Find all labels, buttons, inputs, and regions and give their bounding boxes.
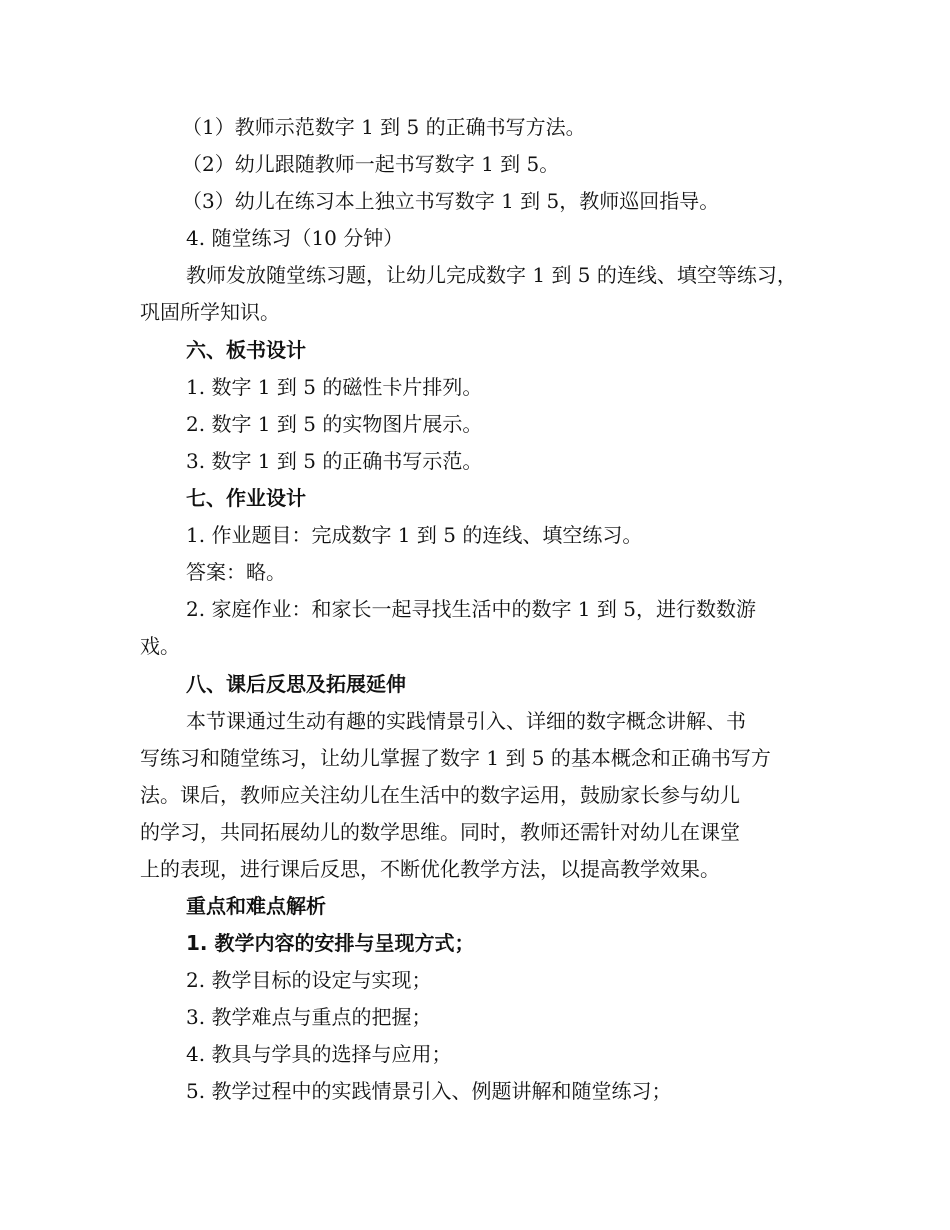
paragraph-line: 巩固所学知识。: [140, 300, 280, 324]
list-item: 3. 数字 1 到 5 的正确书写示范。: [186, 449, 483, 473]
section-heading-board-design: 六、板书设计: [186, 338, 306, 362]
paragraph-line: 写练习和随堂练习，让幼儿掌握了数字 1 到 5 的基本概念和正确书写方: [140, 746, 771, 770]
paragraph-line: 本节课通过生动有趣的实践情景引入、详细的数字概念讲解、书: [186, 709, 746, 733]
list-item: 1. 教学内容的安排与呈现方式；: [186, 931, 475, 955]
list-item: 2. 教学目标的设定与实现；: [186, 968, 432, 992]
list-item: 2. 家庭作业：和家长一起寻找生活中的数字 1 到 5，进行数数游: [186, 597, 756, 621]
answer-line: 答案：略。: [186, 560, 286, 584]
paragraph-line: 上的表现，进行课后反思，不断优化教学方法，以提高教学效果。: [140, 857, 720, 881]
step-2-line: （2）幼儿跟随教师一起书写数字 1 到 5。: [182, 152, 560, 176]
list-item: 4. 教具与学具的选择与应用；: [186, 1042, 452, 1066]
list-item: 1. 作业题目：完成数字 1 到 5 的连线、填空练习。: [186, 523, 643, 547]
section-heading-homework: 七、作业设计: [186, 486, 306, 510]
list-item: 5. 教学过程中的实践情景引入、例题讲解和随堂练习；: [186, 1079, 672, 1103]
paragraph-line: 的学习，共同拓展幼儿的数学思维。同时，教师还需针对幼儿在课堂: [140, 820, 740, 844]
paragraph-line: 戏。: [140, 634, 180, 658]
section-heading-reflection: 八、课后反思及拓展延伸: [186, 672, 406, 696]
step-3-line: （3）幼儿在练习本上独立书写数字 1 到 5，教师巡回指导。: [182, 189, 720, 213]
section-heading-key-points: 重点和难点解析: [186, 894, 326, 918]
list-item: 3. 教学难点与重点的把握；: [186, 1005, 432, 1029]
list-item: 1. 数字 1 到 5 的磁性卡片排列。: [186, 375, 483, 399]
list-item: 2. 数字 1 到 5 的实物图片展示。: [186, 412, 483, 436]
section-4-heading: 4. 随堂练习（10 分钟）: [186, 226, 404, 250]
paragraph-line: 教师发放随堂练习题，让幼儿完成数字 1 到 5 的连线、填空等练习，: [186, 263, 797, 287]
paragraph-line: 法。课后，教师应关注幼儿在生活中的数字运用，鼓励家长参与幼儿: [140, 783, 740, 807]
step-1-line: （1）教师示范数字 1 到 5 的正确书写方法。: [182, 115, 586, 139]
